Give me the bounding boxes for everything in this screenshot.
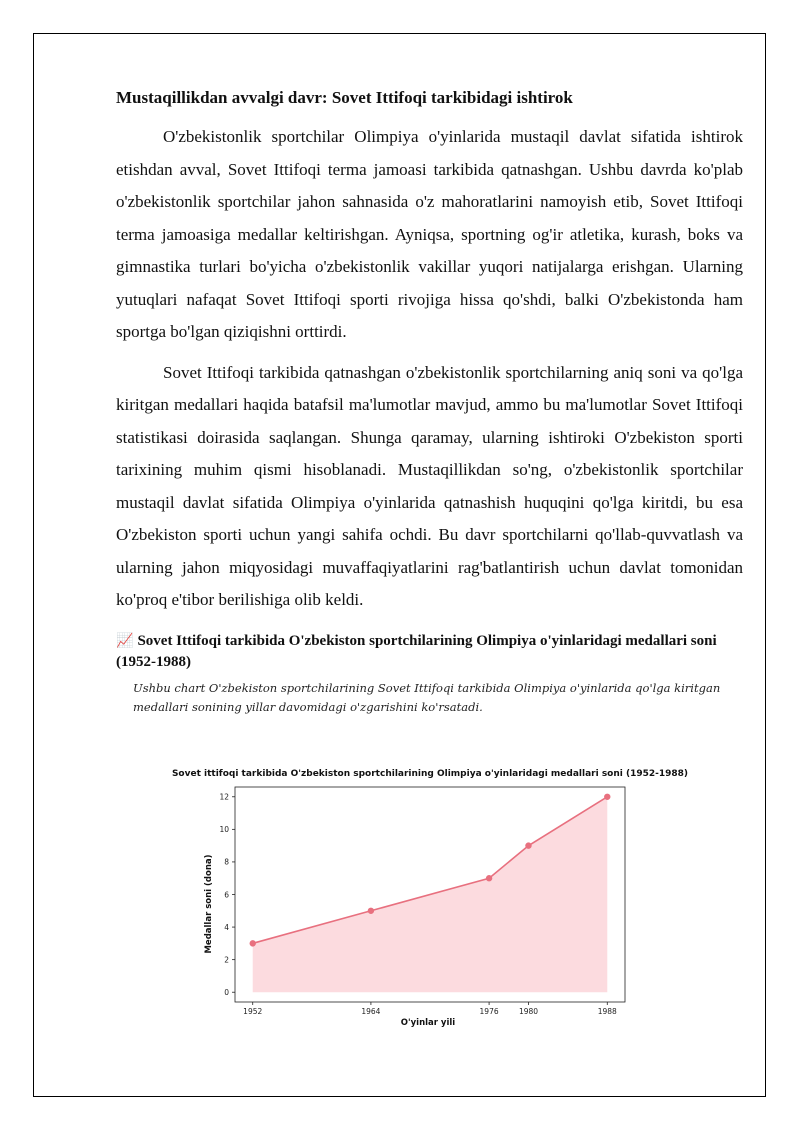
chart-increasing-icon: 📈 xyxy=(116,633,134,649)
medals-chart xyxy=(160,762,700,1034)
x-tick-label: 1980 xyxy=(518,1007,539,1016)
x-tick-label: 1952 xyxy=(243,1007,263,1016)
x-tick-label: 1964 xyxy=(361,1007,381,1016)
chart-y-axis-label: Medallar soni (dona) xyxy=(204,854,214,954)
data-point-1980 xyxy=(525,842,531,848)
section-heading: Mustaqillikdan avvalgi davr: Sovet Ittifoqi tarkibidagi ishtirok xyxy=(116,88,573,107)
y-tick-label: 0 xyxy=(224,988,229,998)
document-body xyxy=(116,86,743,723)
y-tick-label: 2 xyxy=(224,955,229,965)
paragraph-1: O'zbekistonlik sportchilar Olimpiya o'yinlarida mustaqil davlat sifatida ishtirok etishdan avval, Sovet Ittifoqi terma jamoasi tarkibida qatnashgan. Ushbu davrda ko'plab o'zbekistonlik sportchilar jahon sahnasida o'z mahoratlarini namoyish etib, Sovet Ittifoqi terma jamoasiga medallar keltirishgan. Ayniqsa, sportning og'ir atletika, kurash, boks va gimnastika turlari bo'yicha o'zbekistonlik vakillar yuqori natijalarga erishgan. Ularning yutuqlari nafaqat Sovet Ittifoqi sporti rivojiga hissa qo'shdi, balki O'zbekistonda ham sportga bo'lgan qiziqishni orttirdi. xyxy=(116,127,743,341)
paragraph-2: Sovet Ittifoqi tarkibida qatnashgan o'zbekistonlik sportchilarning aniq soni va qo'lga kiritgan medallari haqida batafsil ma'lumotlar mavjud, ammo bu ma'lumotlar Sovet Ittifoqi statistikasi doirasida saqlangan. Shunga qaramay, ularning ishtiroki O'zbekiston sporti tarixining muhim qismi hisoblanadi. Mustaqillikdan so'ng, o'zbekistonlik sportchilar mustaqil davlat sifatida Olimpiya o'yinlarida qatnashish huquqini qo'lga kiritdi, bu esa O'zbekiston sporti uchun yangi sahifa ochdi. Bu davr sportchilarni qo'llab-quvvatlash va ularning jahon miqyosidagi muvaffaqiyatlarini rag'batlantirish uchun davlat tomonidan ko'proq e'tibor berilishiga olib keldi. xyxy=(116,362,743,609)
figure-heading xyxy=(116,631,743,673)
figure-heading-text: Sovet Ittifoqi tarkibida O'zbekiston sportchilarining Olimpiya o'yinlaridagi medallari soni (1952-1988) xyxy=(116,632,717,670)
y-tick-label: 8 xyxy=(224,857,229,867)
y-tick-label: 4 xyxy=(224,922,229,932)
chart-svg xyxy=(160,762,700,1034)
data-point-1976 xyxy=(486,875,492,881)
y-tick-label: 6 xyxy=(224,890,229,900)
figure-caption: Ushbu chart O'zbekiston sportchilarining Sovet Ittifoqi tarkibida Olimpiya o'yinlarida qo'lga kiritgan medallari sonining yillar davomidagi o'zgarishini ko'rsatadi. xyxy=(133,680,721,714)
data-point-1964 xyxy=(368,908,374,914)
chart-title: Sovet ittifoqi tarkibida O'zbekiston sportchilarining Olimpiya o'yinlaridagi medallari soni (1952-1988) xyxy=(171,769,689,779)
data-point-1988 xyxy=(604,794,610,800)
data-point-1952 xyxy=(250,940,256,946)
chart-x-axis-label: O'yinlar yili xyxy=(400,1018,456,1028)
x-tick-label: 1988 xyxy=(597,1007,617,1016)
x-tick-label: 1976 xyxy=(479,1007,499,1016)
y-tick-label: 10 xyxy=(219,825,229,835)
y-tick-label: 12 xyxy=(219,792,229,802)
